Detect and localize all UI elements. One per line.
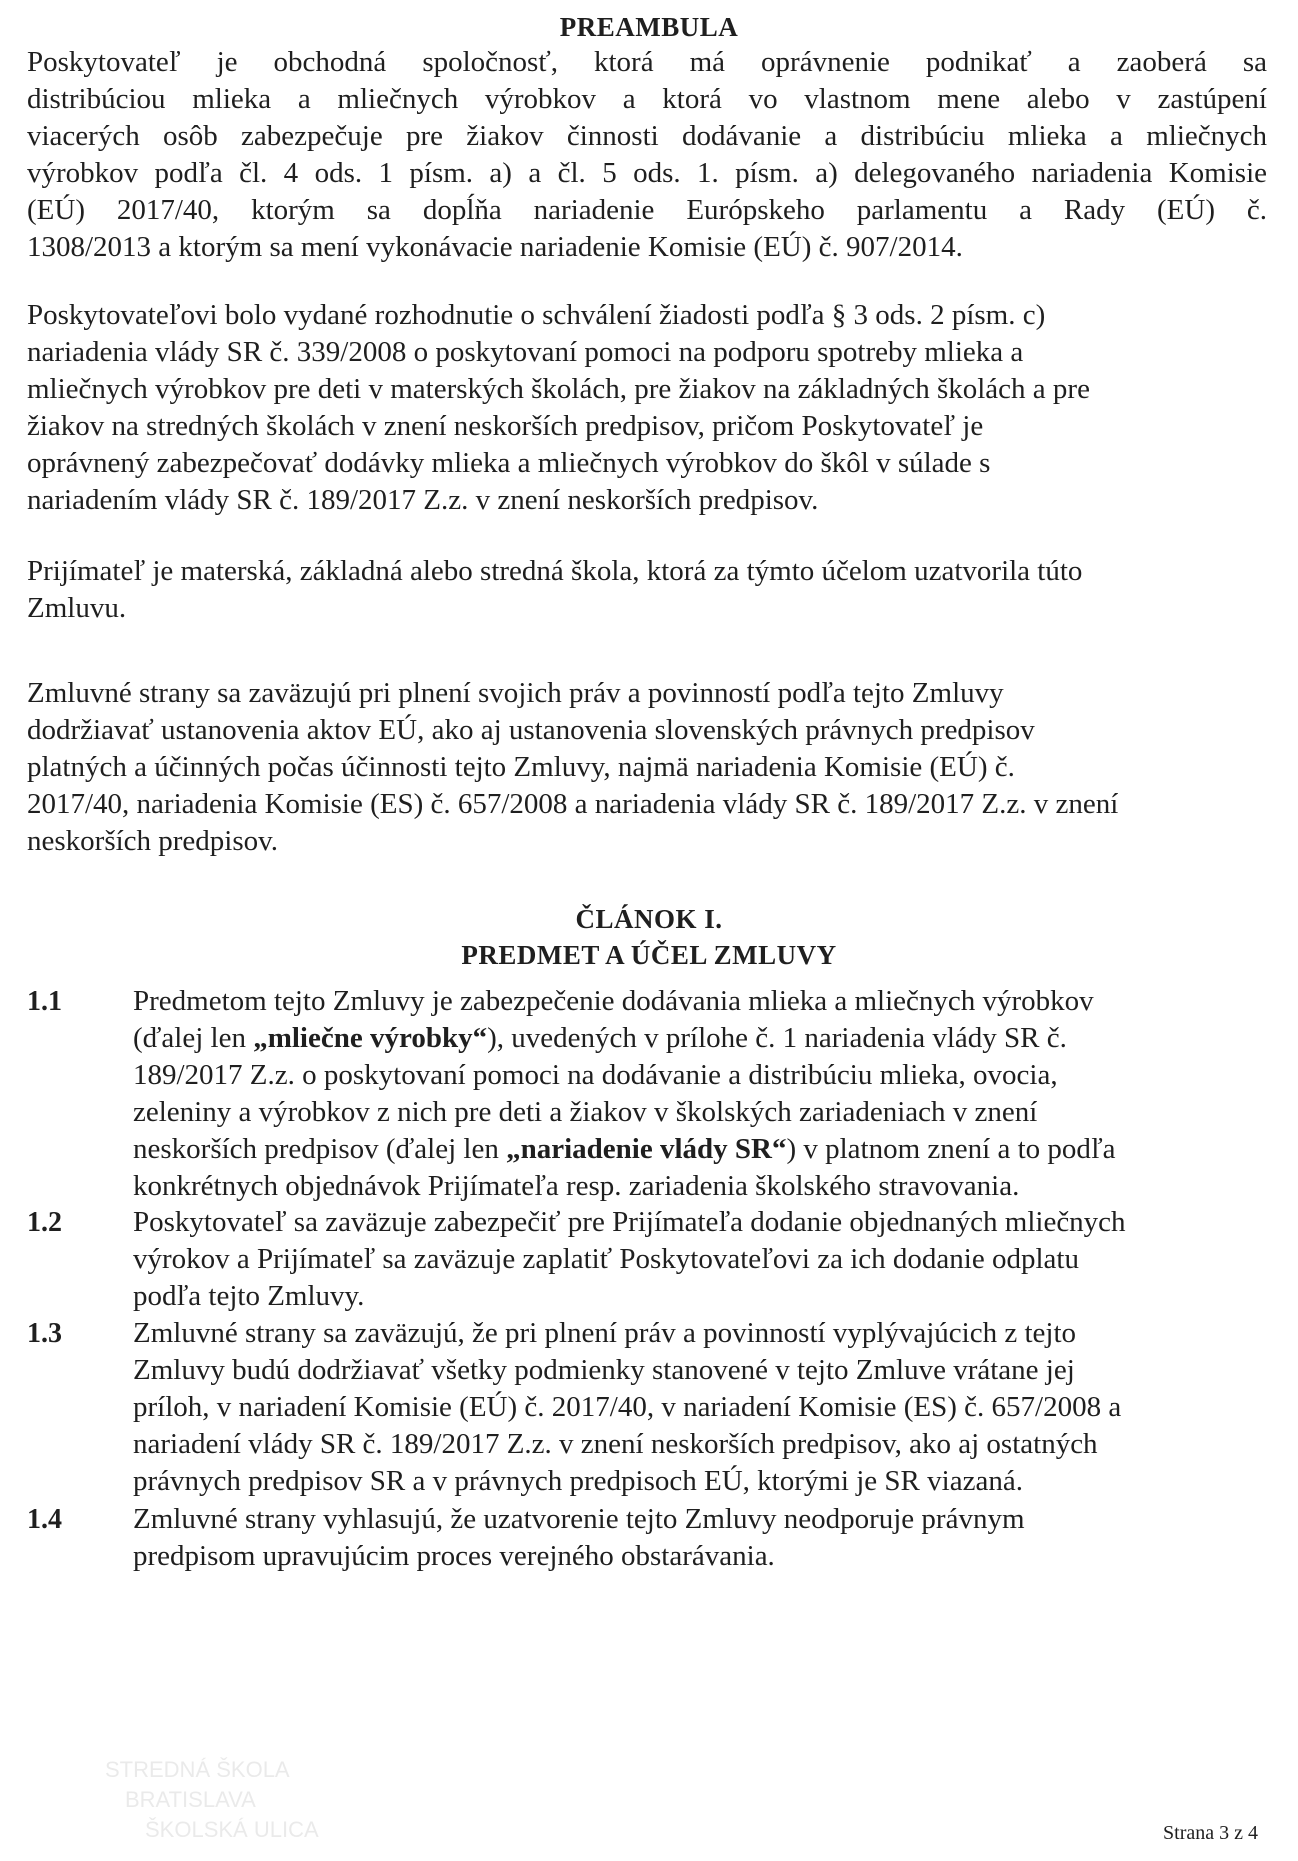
clause-line: zeleniny a výrobkov z nich pre deti a žiakov v školských zariadeniach v znení — [133, 1096, 1038, 1128]
clause-number: 1.3 — [27, 1318, 62, 1349]
clause-line: výrokov a Prijímateľ sa zaväzuje zaplatiť Poskytovateľovi za ich dodanie odplatu — [133, 1243, 1079, 1275]
clause-line: príloh, v nariadení Komisie (EÚ) č. 2017/40, v nariadení Komisie (ES) č. 657/2008 a — [133, 1391, 1122, 1423]
clause-text — [133, 1315, 1267, 1500]
clause-line: právnych predpisov SR a v právnych predpisoch EÚ, ktorými je SR viazaná. — [133, 1465, 1023, 1497]
clause-line: neskorších predpisov (ďalej len „nariadenie vlády SR“) v platnom znení a to podľa — [133, 1133, 1116, 1165]
school-stamp — [105, 1755, 565, 1850]
clause-number: 1.1 — [27, 986, 62, 1017]
page-number: Strana 3 z 4 — [1163, 1822, 1258, 1844]
stamp-line: BRATISLAVA — [125, 1787, 256, 1812]
clause-line: Zmluvné strany sa zaväzujú, že pri plnení práv a povinností vyplývajúcich z tejto — [133, 1317, 1077, 1349]
stamp-line: ŠKOLSKÁ ULICA — [145, 1817, 319, 1842]
clause-text — [133, 983, 1267, 1205]
clause-line: predpisom upravujúcim proces verejného obstarávania. — [133, 1540, 775, 1572]
clause-line: Zmluvy budú dodržiavať všetky podmienky stanovené v tejto Zmluve vrátane jej — [133, 1354, 1075, 1386]
clause-number: 1.4 — [27, 1504, 62, 1535]
defined-term: „mliečne výrobky“ — [253, 1022, 488, 1054]
preamble-heading: PREAMBULA — [559, 12, 739, 42]
clause-line: podľa tejto Zmluvy. — [133, 1280, 365, 1312]
clause-line: Poskytovateľ sa zaväzuje zabezpečiť pre Prijímateľa dodanie objednaných mliečnych — [133, 1206, 1126, 1238]
preamble-paragraph-4: Zmluvné strany sa zaväzujú pri plnení svojich práv a povinností podľa tejto Zmluvy dodržiavať ustanovenia aktov EÚ, ako aj ustanovenia slovenských právnych predpisov platných a účinných počas účinnosti tejto Zmluvy, najmä nariadenia Komisie (EÚ) č. 2017/40, nariadenia Komisie (ES) č. 657/2008 a nariadenia vlády SR č. 189/2017 Z.z. v znení neskorších predpisov. — [27, 677, 1119, 857]
preamble-paragraph-3: Prijímateľ je materská, základná alebo stredná škola, ktorá za týmto účelom uzatvorila túto Zmluvu. — [27, 555, 1083, 624]
clause-text — [133, 1501, 1267, 1575]
defined-term: „nariadenie vlády SR“ — [506, 1133, 787, 1165]
preamble-paragraph-1: Poskytovateľ je obchodná spoločnosť, ktorá má oprávnenie podnikať a zaoberá sa distribúciou mlieka a mliečnych výrobkov a ktorá vo vlastnom mene alebo v zastúpení viacerých osôb zabezpečuje pre žiakov činnosti dodávanie a distribúciu mlieka a mliečnych výrobkov podľa čl. 4 ods. 1 písm. a) a čl. 5 ods. 1. písm. a) delegovaného nariadenia Komisie (EÚ) 2017/40, ktorým sa dopĺňa nariadenie Európskeho parlamentu a Rady (EÚ) č. 1308/2013 a ktorým sa mení vykonávacie nariadenie Komisie (EÚ) č. 907/2014. — [27, 46, 1267, 263]
preamble-paragraph-2: Poskytovateľovi bolo vydané rozhodnutie o schválení žiadosti podľa § 3 ods. 2 písm. c) nariadenia vlády SR č. 339/2008 o poskytovaní pomoci na podporu spotreby mlieka a mliečnych výrobkov pre deti v materských školách, pre žiakov na základných školách a pre žiakov na stredných školách v znení neskorších predpisov, pričom Poskytovateľ je oprávnený zabezpečovať dodávky mlieka a mliečnych výrobkov do škôl v súlade s nariadením vlády SR č. 189/2017 Z.z. v znení neskorších predpisov. — [27, 299, 1090, 516]
article-number: ČLÁNOK I. — [575, 904, 723, 934]
clause-line: 189/2017 Z.z. o poskytovaní pomoci na dodávanie a distribúciu mlieka, ovocia, — [133, 1059, 1058, 1091]
clause-line: konkrétnych objednávok Prijímateľa resp. zariadenia školského stravovania. — [133, 1170, 1020, 1202]
clause-line: nariadení vlády SR č. 189/2017 Z.z. v znení neskorších predpisov, ako aj ostatných — [133, 1428, 1098, 1460]
clause-text — [133, 1204, 1267, 1315]
clause-number: 1.2 — [27, 1207, 62, 1238]
clause-line: Zmluvné strany vyhlasujú, že uzatvorenie tejto Zmluvy neodporuje právnym — [133, 1503, 1025, 1535]
clause-line: (ďalej len „mliečne výrobky“), uvedených v prílohe č. 1 nariadenia vlády SR č. — [133, 1022, 1067, 1054]
article-title: PREDMET A ÚČEL ZMLUVY — [461, 940, 837, 970]
stamp-line: STREDNÁ ŠKOLA — [105, 1757, 290, 1782]
clause-line: Predmetom tejto Zmluvy je zabezpečenie dodávania mlieka a mliečnych výrobkov — [133, 985, 1094, 1017]
